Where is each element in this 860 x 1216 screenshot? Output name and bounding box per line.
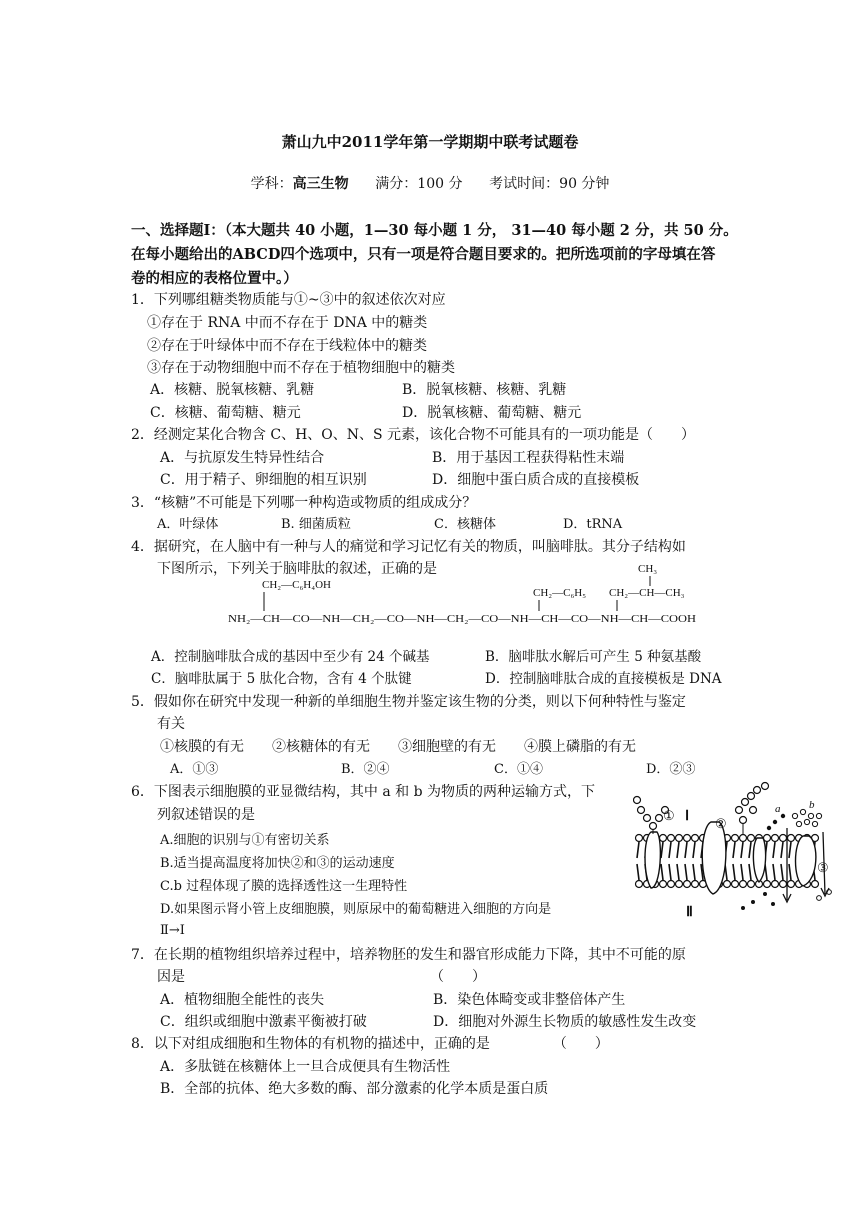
label-circled-1: ① — [663, 808, 675, 823]
q6-stem-line2: 列叙述错误的是 — [157, 807, 255, 823]
membrane-protein — [753, 838, 765, 882]
q1-option-a: A．核糖、脱氧核糖、乳糖 — [150, 382, 315, 398]
formula-group-5: CH₂—CH—CH₃ — [609, 587, 685, 599]
q3-stem: 3．“核糖”不可能是下列哪一种构造或物质的组成成分？ — [131, 495, 477, 511]
formula-main-chain: NH₂—CH—CO—NH—CH₂—CO—NH—CH₂—CO—NH—CH—CO—NH—CH—COOH — [228, 613, 697, 625]
time-info: 考试时间：90 分钟 — [489, 176, 610, 192]
cell-membrane-diagram — [633, 776, 838, 918]
label-b: b — [809, 799, 815, 811]
section-heading-line3: 卷的相应的表格位置中。） — [131, 270, 298, 287]
q7-option-b: B．染色体畸变或非整倍体产生 — [433, 992, 626, 1008]
q4-option-c: C．脑啡肽属于 5 肽化合物，含有 4 个肽键 — [151, 671, 412, 687]
q2-option-a: A．与抗原发生特异性结合 — [160, 450, 325, 466]
q3-option-b: B. 细菌质粒 — [281, 517, 351, 532]
q8-stem: 8．以下对组成细胞和生物体的有机物的描述中，正确的是 （ ） — [131, 1036, 609, 1052]
subject-value: 高三生物 — [292, 176, 349, 192]
membrane-protein — [645, 832, 660, 888]
q5-stem-line2: 有关 — [157, 716, 185, 732]
q5-option-d: D．②③ — [646, 762, 696, 777]
q5-stem-line1: 5．假如你在研究中发现一种新的单细胞生物并鉴定该生物的分类，则以下何种特性与鉴定 — [131, 694, 686, 710]
enkephalin-structure-formula — [228, 556, 708, 636]
q1-option-c: C．核糖、葡萄糖、糖元 — [150, 405, 301, 421]
q3-option-a: A．叶绿体 — [157, 517, 219, 532]
section-heading-line1: 一、选择题Ⅰ：（本大题共 40 小题，1—30 每小题 1 分， 31—40 每小题 2 分，共 50 分。 — [131, 222, 738, 239]
q2-stem: 2．经测定某化合物含 C、H、O、N、S 元素，该化合物不可能具有的一项功能是（ ） — [131, 427, 696, 443]
q1-option-d: D．脱氧核糖、葡萄糖、糖元 — [402, 405, 582, 421]
q2-option-d: D．细胞中蛋白质合成的直接模板 — [432, 472, 640, 488]
q1-statement-3: ③存在于动物细胞中而不存在于植物细胞中的糖类 — [147, 360, 455, 376]
q7-option-c: C．组织或细胞中激素平衡被打破 — [160, 1014, 367, 1030]
q7-stem-line1: 7．在长期的植物组织培养过程中，培养物胚的发生和器官形成能力下降，其中不可能的原 — [131, 947, 686, 963]
q3-option-c: C．核糖体 — [434, 517, 496, 532]
q1-statement-1: ①存在于 RNA 中而不存在于 DNA 中的糖类 — [147, 315, 428, 331]
q5-option-c: C．①④ — [494, 762, 543, 777]
label-circled-3: ③ — [817, 860, 829, 875]
q6-stem-line1: 6．下图表示细胞膜的亚显微结构，其中 a 和 b 为物质的两种运输方式，下 — [131, 784, 596, 800]
exam-meta — [0, 173, 860, 193]
membrane-protein — [796, 836, 816, 886]
q1-stem: 1．下列哪组糖类物质能与①~③中的叙述依次对应 — [131, 292, 446, 308]
label-circled-2: ② — [715, 816, 727, 831]
label-side-II: Ⅱ — [686, 905, 693, 918]
label-a: a — [775, 803, 781, 815]
q3-option-d: D．tRNA — [563, 517, 623, 532]
exam-title: 萧山九中2011学年第一学期期中联考试题卷 — [281, 133, 579, 151]
q4-option-d: D．控制脑啡肽合成的直接模板是 DNA — [485, 671, 722, 687]
q1-statement-2: ②存在于叶绿体中而不存在于线粒体中的糖类 — [147, 338, 427, 354]
score-info: 满分：100 分 — [375, 176, 463, 192]
q2-option-c: C．用于精子、卵细胞的相互识别 — [160, 472, 367, 488]
q4-stem-line1: 4．据研究，在人脑中有一种与人的痛觉和学习记忆有关的物质，叫脑啡肽。其分子结构如 — [131, 539, 686, 555]
q6-option-d: D.如果图示肾小管上皮细胞膜，则原尿中的葡萄糖进入细胞的方向是 — [160, 902, 552, 917]
q8-option-a: A．多肽链在核糖体上一旦合成便具有生物活性 — [160, 1059, 451, 1075]
q4-option-a: A．控制脑啡肽合成的基因中至少有 24 个碱基 — [151, 649, 430, 665]
q6-option-a: A.细胞的识别与①有密切关系 — [160, 833, 330, 848]
section-heading-line2: 在每小题给出的ABCD四个选项中，只有一项是符合题目要求的。把所选项前的字母填在答 — [131, 246, 716, 263]
q6-option-b: B.适当提高温度将加快②和③的运动速度 — [160, 856, 395, 871]
q5-option-b: B．②④ — [341, 762, 390, 777]
q4-option-b: B．脑啡肽水解后可产生 5 种氨基酸 — [485, 649, 702, 665]
formula-group-4: CH₂—C₆H₅ — [533, 587, 587, 599]
q7-option-a: A．植物细胞全能性的丧失 — [160, 992, 325, 1008]
q6-option-c: C.b 过程体现了膜的选择透性这一生理特性 — [160, 879, 408, 894]
label-side-I: Ⅰ — [685, 809, 690, 824]
formula-group-1: CH₂—C₆H₄OH — [262, 579, 331, 591]
q1-option-b: B．脱氧核糖、核糖、乳糖 — [402, 382, 567, 398]
subject-label: 学科： — [250, 176, 293, 192]
q5-option-a: A．①③ — [170, 762, 219, 777]
q8-option-b: B．全部的抗体、绝大多数的酶、部分激素的化学本质是蛋白质 — [160, 1081, 549, 1097]
q4-stem-line2: 下图所示，下列关于脑啡肽的叙述，正确的是 — [157, 561, 437, 577]
q5-items: ①核膜的有无 ②核糖体的有无 ③细胞壁的有无 ④膜上磷脂的有无 — [160, 739, 636, 755]
formula-ch3-top: CH₃ — [638, 563, 658, 575]
q6-option-d-cont: Ⅱ→Ⅰ — [160, 923, 185, 938]
q7-stem-line2: 因是 （ ） — [157, 969, 486, 985]
q2-option-b: B．用于基因工程获得粘性末端 — [432, 450, 625, 466]
q7-option-d: D．细胞对外源生长物质的敏感性发生改变 — [433, 1014, 697, 1030]
glycocalyx — [634, 783, 769, 830]
